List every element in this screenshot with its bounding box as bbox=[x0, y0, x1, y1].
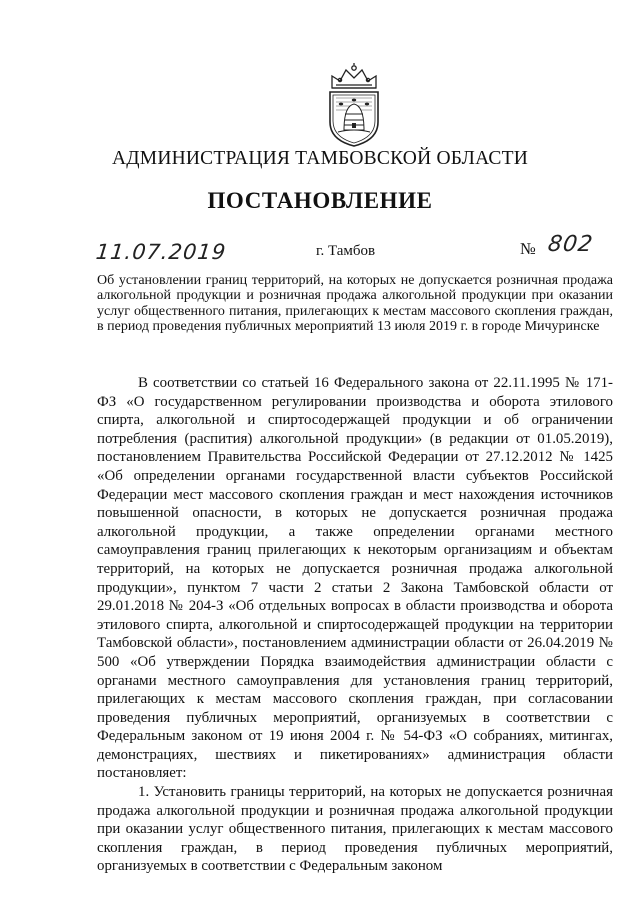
tambov-coat-of-arms-icon bbox=[316, 62, 392, 148]
number-sign: № bbox=[520, 239, 536, 258]
handwritten-date: 11.07.2019 bbox=[94, 240, 228, 264]
document-subject: Об установлении границ территорий, на которых не допускается розничная продажа алкогольной продукции и розничная продажа алкогольной продукции при оказании услуг общественного питания, прилегающих к местам массового скопления граждан, в период проведения публичных мероприятий 13 июля 2019 г. в городе Мичуринске bbox=[97, 273, 613, 335]
document-body bbox=[97, 374, 613, 876]
body-paragraph-2: 1. Установить границы территорий, на которых не допускается розничная продажа алкогольной продукции и розничная продажа алкогольной продукции при оказании услуг общественного питания, прилегающих к местам массового скопления граждан, в период проведения публичных мероприятий, организуемых в соответствии с Федеральным законом bbox=[97, 784, 613, 875]
body-paragraph-1: В соответствии со статьей 16 Федерального закона от 22.11.1995 № 171-ФЗ «О государственном регулировании производства и оборота этилового спирта, алкогольной и спиртосодержащей продукции и об ограничении потребления (распития) алкогольной продукции» (в редакции от 01.05.2019), постановлением Правительства Российской Федерации от 27.12.2012 № 1425 «Об определении органами государственной власти субъектов Российской Федерации мест массового скопления граждан и мест нахождения источников повышенной опасности, в которых не допускается розничная продажа алкогольной продукции, а также определении органами местного самоуправления границ прилегающих к некоторым организациям и объектам территорий, на которых не допускается розничная продажа алкогольной продукции», пунктом 7 части 2 статьи 2 Закона Тамбовской области от 29.01.2018 № 204-З «Об отдельных вопросах в области производства и оборота этилового спирта, алкогольной и спиртосодержащей продукции на территории Тамбовской области», постановлением администрации области от 26.04.2019 № 500 «Об утверждении Порядка взаимодействия администрации области с органами местного самоуправления для установления границ территорий, прилегающих к местам массового скопления граждан, при согласовании проведения публичных мероприятий, организуемых в соответствии с Федеральным законом от 19 июня 2004 г. № 54-ФЗ «О собраниях, митингах, демонстрациях, шествиях и пикетированиях» администрация области постановляет: bbox=[97, 375, 613, 782]
handwritten-document-number: 802 bbox=[546, 232, 595, 257]
city-name: г. Тамбов bbox=[316, 243, 376, 259]
organization-name: АДМИНИСТРАЦИЯ ТАМБОВСКОЙ ОБЛАСТИ bbox=[112, 148, 528, 169]
document-type-title: ПОСТАНОВЛЕНИЕ bbox=[207, 188, 433, 213]
